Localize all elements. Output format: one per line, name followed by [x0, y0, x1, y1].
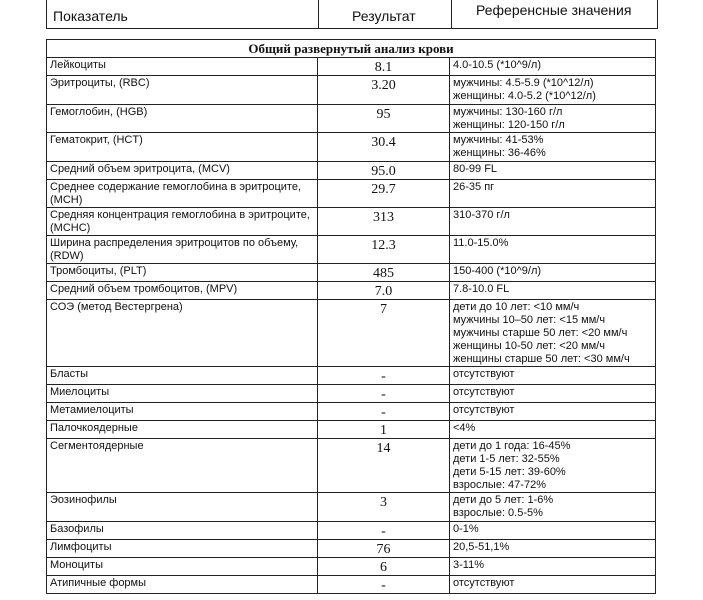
column-header-table [46, 0, 658, 29]
indicator-name: Моноциты [47, 558, 318, 576]
reference-values [450, 558, 656, 576]
table-row [47, 208, 656, 236]
indicator-name: Тромбоциты, (PLT) [47, 264, 318, 282]
result-value: 29.7 [318, 180, 450, 208]
table-row [47, 105, 656, 133]
result-value: 1 [318, 421, 450, 439]
reference-line: дети 5-15 лет: 39-60% [453, 466, 566, 478]
indicator-name: Палочкоядерные [47, 421, 318, 439]
table-title: Общий развернутый анализ крови [47, 40, 656, 58]
result-value: 6 [318, 558, 450, 576]
header-indicator: Показатель [53, 8, 128, 24]
reference-values [450, 385, 656, 403]
result-value: 313 [318, 208, 450, 236]
result-value: - [318, 522, 450, 540]
reference-values [450, 576, 656, 594]
reference-line: мужчины: 130-160 г/л [453, 106, 563, 118]
result-value: 3.20 [318, 76, 450, 105]
indicator-name: Миелоциты [47, 385, 318, 403]
result-value: - [318, 367, 450, 385]
table-row [47, 236, 656, 264]
indicator-name: Эозинофилы [47, 493, 318, 522]
header-reference-cell [452, 0, 657, 28]
reference-values [450, 133, 656, 162]
reference-line: мужчины: 4.5-5.9 (*10^12/л) [453, 77, 594, 89]
result-value: 95 [318, 105, 450, 133]
indicator-name: Гематокрит, (HCT) [47, 133, 318, 162]
result-value: 7.0 [318, 282, 450, 300]
table-row [47, 558, 656, 576]
reference-values [450, 522, 656, 540]
reference-values [450, 105, 656, 133]
indicator-name: Лимфоциты [47, 540, 318, 558]
indicator-name: Гемоглобин, (HGB) [47, 105, 318, 133]
reference-values [450, 493, 656, 522]
result-value: 30.4 [318, 133, 450, 162]
table-row [47, 540, 656, 558]
reference-line: мужчины: 41-53% [453, 134, 544, 146]
reference-values [450, 300, 656, 367]
reference-values [450, 282, 656, 300]
result-value: 95.0 [318, 162, 450, 180]
table-row [47, 493, 656, 522]
reference-line: отсутствуют [453, 386, 515, 398]
reference-line: взрослые: 0.5-5% [453, 507, 543, 519]
reference-line: взрослые: 47-72% [453, 479, 546, 491]
table-row [47, 439, 656, 493]
reference-line: 310-370 г/л [453, 209, 510, 221]
reference-line: 150-400 (*10^9/л) [453, 265, 542, 277]
table-row [47, 282, 656, 300]
indicator-name: Среднее содержание гемоглобина в эритроците, (MCH) [47, 180, 318, 208]
reference-line: женщины: 36-46% [453, 147, 546, 159]
reference-line: 7.8-10.0 FL [453, 283, 510, 295]
reference-line: 26-35 пг [453, 181, 495, 193]
result-value: 3 [318, 493, 450, 522]
header-result-cell [319, 0, 452, 28]
reference-line: мужчины старше 50 лет: <20 мм/ч [453, 327, 628, 339]
result-value: 12.3 [318, 236, 450, 264]
reference-line: отсутствуют [453, 404, 515, 416]
reference-values [450, 403, 656, 421]
indicator-name: Базофилы [47, 522, 318, 540]
indicator-name: Средний объем эритроцита, (MCV) [47, 162, 318, 180]
result-value: - [318, 385, 450, 403]
result-value: - [318, 403, 450, 421]
table-row [47, 300, 656, 367]
reference-line: отсутствуют [453, 368, 515, 380]
reference-line: <4% [453, 422, 476, 434]
indicator-name: Бласты [47, 367, 318, 385]
table-row [47, 367, 656, 385]
reference-line: 11.0-15.0% [453, 237, 509, 249]
reference-values [450, 76, 656, 105]
reference-values [450, 236, 656, 264]
reference-line: дети до 5 лет: 1-6% [453, 494, 554, 506]
reference-values [450, 208, 656, 236]
table-row [47, 162, 656, 180]
reference-values [450, 180, 656, 208]
indicator-name: Средний объем тромбоцитов, (MPV) [47, 282, 318, 300]
result-value: 485 [318, 264, 450, 282]
header-reference: Референсные значения [476, 2, 632, 18]
table-row [47, 403, 656, 421]
reference-values [450, 421, 656, 439]
reference-line: дети 1-5 лет: 32-55% [453, 453, 560, 465]
indicator-name: Средняя концентрация гемоглобина в эритроците, (MCHC) [47, 208, 318, 236]
reference-line: 4.0-10.5 (*10^9/л) [453, 59, 542, 71]
table-row [47, 421, 656, 439]
result-value: 14 [318, 439, 450, 493]
table-row [47, 385, 656, 403]
reference-values [450, 439, 656, 493]
table-row [47, 180, 656, 208]
header-indicator-cell [47, 0, 319, 28]
reference-line: 0-1% [453, 523, 479, 535]
reference-line: 3-11% [453, 559, 484, 571]
blood-test-table [46, 39, 656, 594]
blood-test-table-body [47, 40, 656, 594]
result-value: - [318, 576, 450, 594]
reference-line: мужчины 10–50 лет: <15 мм/ч [453, 314, 606, 326]
header-result: Результат [352, 8, 416, 24]
reference-line: дети до 10 лет: <10 мм/ч [453, 301, 580, 313]
indicator-name: СОЭ (метод Вестергрена) [47, 300, 318, 367]
table-row [47, 133, 656, 162]
result-value: 7 [318, 300, 450, 367]
reference-line: отсутствуют [453, 577, 515, 589]
reference-values [450, 162, 656, 180]
table-row [47, 264, 656, 282]
indicator-name: Ширина распределения эритроцитов по объему, (RDW) [47, 236, 318, 264]
indicator-name: Лейкоциты [47, 58, 318, 76]
reference-line: 20,5-51,1% [453, 541, 510, 553]
indicator-name: Атипичные формы [47, 576, 318, 594]
table-title-row [47, 40, 656, 58]
table-row [47, 576, 656, 594]
reference-line: женщины старше 50 лет: <30 мм/ч [453, 353, 630, 365]
table-row [47, 522, 656, 540]
reference-values [450, 367, 656, 385]
reference-line: женщины 10-50 лет: <20 мм/ч [453, 340, 605, 352]
reference-line: дети до 1 года: 16-45% [453, 440, 571, 452]
indicator-name: Сегментоядерные [47, 439, 318, 493]
result-value: 76 [318, 540, 450, 558]
reference-line: женщины: 4.0-5.2 (*10^12/л) [453, 90, 596, 102]
reference-line: женщины: 120-150 г/л [453, 119, 565, 131]
result-value: 8.1 [318, 58, 450, 76]
reference-values [450, 58, 656, 76]
reference-values [450, 540, 656, 558]
table-row [47, 58, 656, 76]
indicator-name: Эритроциты, (RBC) [47, 76, 318, 105]
table-row [47, 76, 656, 105]
reference-line: 80-99 FL [453, 163, 498, 175]
indicator-name: Метамиелоциты [47, 403, 318, 421]
reference-values [450, 264, 656, 282]
